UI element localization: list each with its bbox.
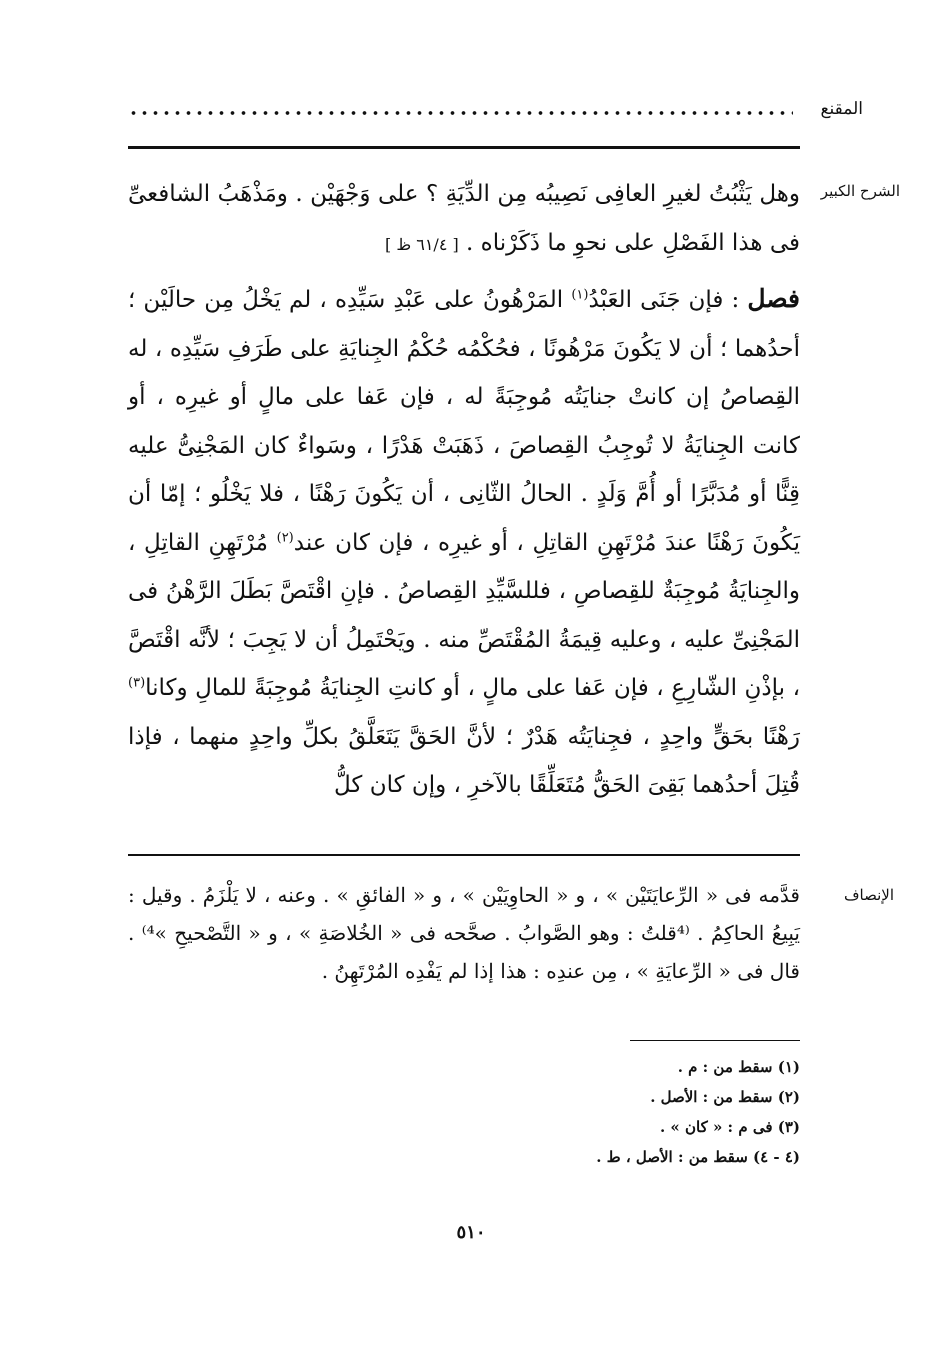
footnotes	[400, 1052, 800, 1172]
running-head	[128, 95, 863, 135]
footnote-1: (١) سقط من : م .	[677, 1058, 800, 1076]
paragraph-2-part-b: المَرْهُونُ على عَبْدِ سَيِّدِه ، لم يَخْلُ مِن حالَيْن ؛ أحدُهما ؛ أن لا يَكُونَ مَرْهُونًا ، فحُكْمُه حُكْمُ الجِنايَةِ على طَرَفِ سَيِّدِه ، له القِصاصُ إن كانتْ جنايَتُه مُوجِبَةً له ، فإن عَفا على مالٍ أو غيرِه ، أو كانت الجِنايَةُ لا تُوجِبُ القِصاصَ ، ذَهَبَتْ هَدْرًا ، وسَواءٌ كان المَجْنِىُّ عليه قِنًّا أو مُدَبَّرًا أو أُمَّ وَلَدٍ . الحالُ الثّانِى ، أن يَكُونَ رَهْنًا ، فلا يَخْلُو ؛ إمّا أن يَكُونَ رَهْنًا عندَ مُرْتَهِنِ القاتِلِ ، أو غيرِه ، فإن كان عند	[128, 287, 800, 556]
paragraph-1	[128, 170, 800, 269]
paragraph-2-part-d: رَهْنًا بحَقٍّ واحِدٍ ، فجِنايَتُه هَدْرٌ ؛ لأنَّ الحَقَّ يَتَعَلَّقُ بكلِّ واحِدٍ منهما ، فإذا قُتِلَ أحدُهما بَقِىَ الحَقُّ مُتَعَلِّقًا بالآخرِ ، وإن كان كلُّ	[128, 723, 800, 798]
footnote-2: (٢) سقط من : الأصل .	[650, 1088, 800, 1106]
paragraph-2-part-a: : فإن جَنَى العَبْدُ	[588, 287, 740, 313]
footnote-marker-1: (١)	[571, 287, 589, 303]
footnote-rule	[630, 1040, 800, 1041]
footnote-4: (٤ - ٤) سقط من : الأصل ، ط .	[596, 1148, 800, 1166]
footnote-3: (٣) فى م : « كان » .	[659, 1118, 800, 1136]
paragraph-1-text: وهل يَثْبُتُ لغيرِ العافِى نَصِيبُه مِن الدِّيَةِ ؟ على وَجْهَيْن . ومَذْهَبُ الشافعىِّ فى هذا الفَصْلِ على نحوِ ما ذَكَرْناه .	[128, 181, 800, 256]
paragraph-2	[128, 275, 800, 810]
running-title: المقنع	[820, 99, 863, 119]
paragraph-2-part-c: مُرْتَهِنِ القاتِلِ ، والجِنايَةُ مُوجِبَةٌ للقِصاصِ ، فللسَّيِّدِ القِصاصُ . فإنِ اقْتَصَّ بَطَلَ الرَّهْنُ فى المَجْنِىِّ عليه ، وعليه قِيمَةُ المُقْتَصِّ منه . ويَحْتَمِلُ أن لا يَجِبَ ؛ لأنَّه اقْتَصَّ ، بإذْنِ الشّارِعِ ، فإن عَفا على مالٍ ، أو كانتِ الجِنايَةُ مُوجِبَةً للمالِ وكانا	[128, 529, 800, 701]
insaf-text	[128, 876, 800, 990]
margin-label-insaf: الإنصاف	[843, 886, 894, 904]
header-rule	[128, 146, 800, 149]
footnote-marker-3: (٣)	[128, 675, 146, 691]
page-number: ٥١٠	[456, 1222, 486, 1243]
main-commentary-text	[128, 170, 800, 810]
margin-label-sharh: الشرح الكبير	[820, 182, 900, 200]
dotted-leader	[128, 109, 793, 117]
manuscript-page-ref: [ ٦١/٤ ظ ]	[385, 234, 459, 254]
section-heading-fasl: فصل	[747, 284, 800, 313]
section-divider-rule	[128, 854, 800, 856]
footnote-marker-2: (٢)	[276, 529, 294, 545]
insaf-paragraph: قدَّمه فى « الرِّعايَتَيْن » ، و « الحاوِيَيْن » ، و « الفائقِ » . وعنه ، لا يَلْزَمُ . وقيل : يَبِيعُ الحاكِمُ . ⁽⁴قلتُ : وهو الصَّوابُ . صحَّحه فى « الخُلاصَةِ » ، و « التَّصْحيحِ »⁴⁾ . قال فى « الرِّعايَةِ » ، مِن عندِه : هذا إذا لم يَفْدِه المُرْتَهِنُ .	[128, 883, 800, 983]
